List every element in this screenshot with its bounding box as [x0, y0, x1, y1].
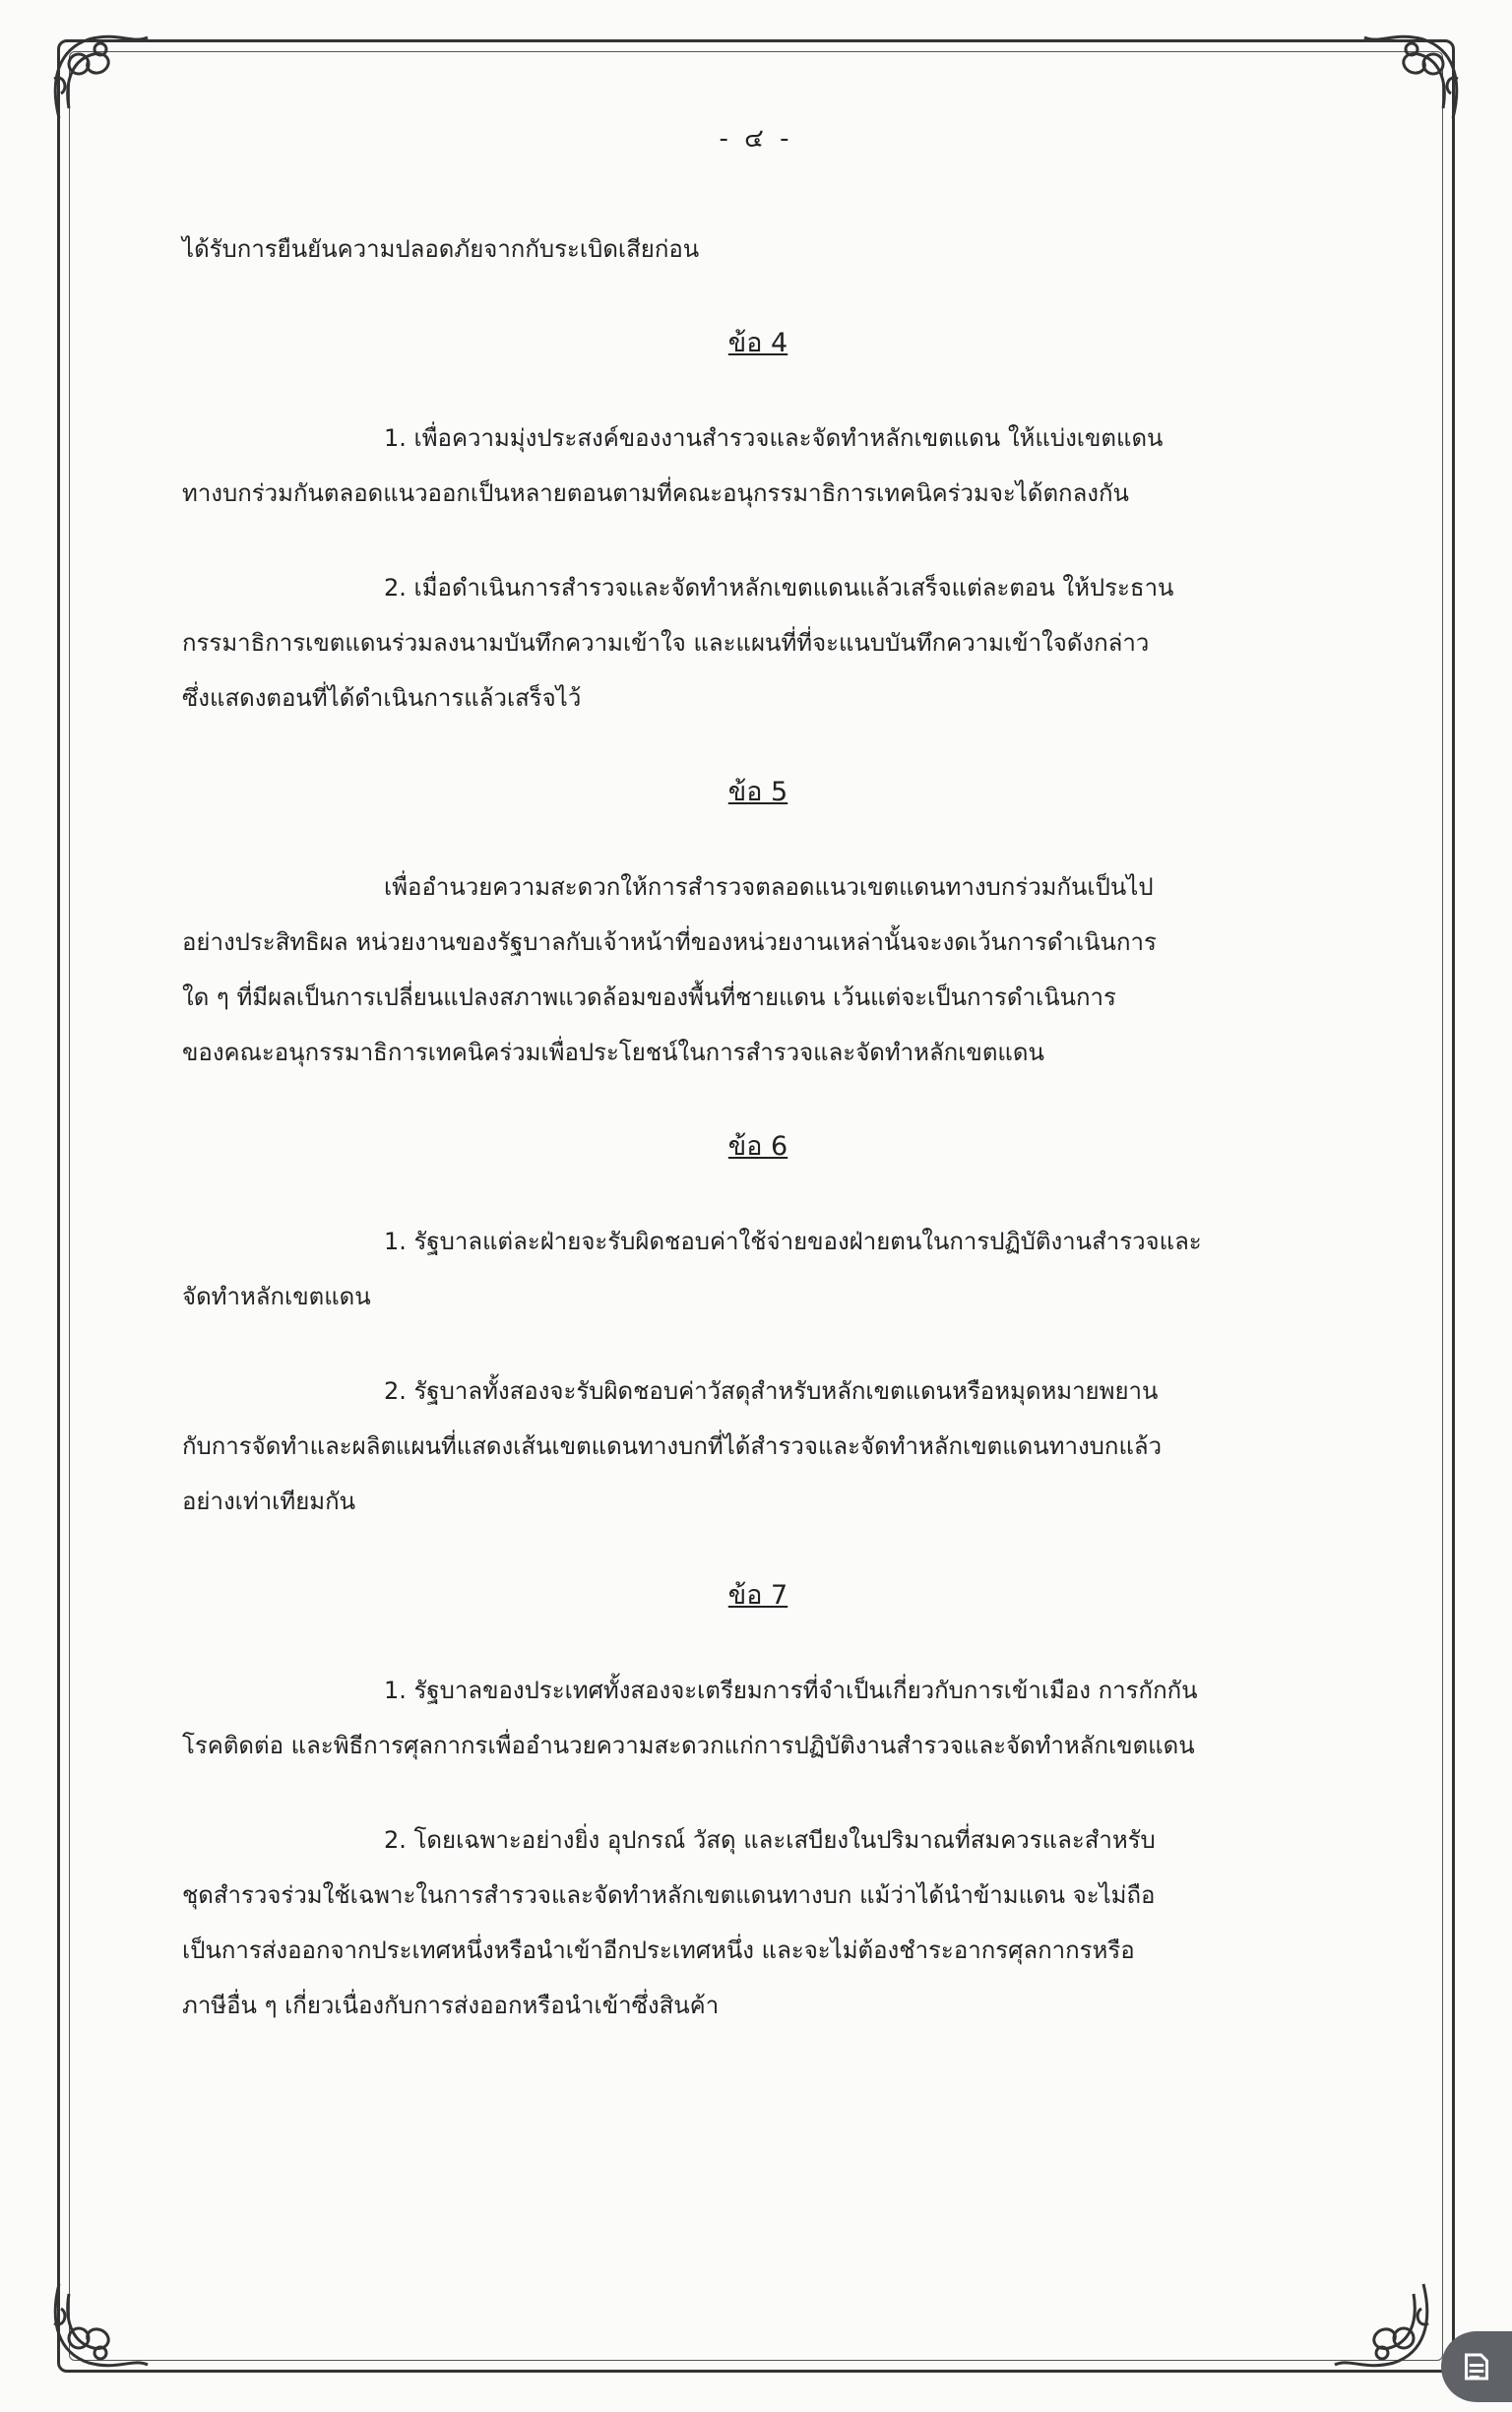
paragraph-line: เพื่ออำนวยความสะดวกให้การสำรวจตลอดแนวเขตแดนทางบกร่วมกันเป็นไป [384, 873, 1154, 901]
paragraph-line: กับการจัดทำและผลิตแผนที่แสดงเส้นเขตแดนทางบกที่ได้สำรวจและจัดทำหลักเขตแดนทางบกแล้ว [182, 1432, 1163, 1460]
ornament-corner-icon [39, 2264, 158, 2382]
paragraph [182, 1364, 1363, 1529]
paragraph-line: ของคณะอนุกรรมาธิการเทคนิคร่วมเพื่อประโยชน์ในการสำรวจและจัดทำหลักเขตแดน [182, 1039, 1044, 1066]
page-number: - ๔ - [719, 124, 793, 154]
section-heading: ข้อ 4 [727, 328, 788, 358]
section-7 [182, 1568, 1363, 2033]
paragraph [182, 1663, 1363, 1773]
paragraph-line: 2. รัฐบาลทั้งสองจะรับผิดชอบค่าวัสดุสำหรับหลักเขตแดนหรือหมุดหมายพยาน [384, 1377, 1159, 1405]
section-heading: ข้อ 7 [727, 1580, 788, 1611]
section-heading: ข้อ 6 [727, 1131, 788, 1162]
paragraph-line: กรรมาธิการเขตแดนร่วมลงนามบันทึกความเข้าใจ และแผนที่ที่จะแนบบันทึกความเข้าใจดังกล่าว [182, 629, 1150, 657]
paragraph-line: ใด ๆ ที่มีผลเป็นการเปลี่ยนแปลงสภาพแวดล้อมของพื้นที่ชายแดน เว้นแต่จะเป็นการดำเนินการ [182, 984, 1116, 1011]
paragraph-line: ชุดสำรวจร่วมใช้เฉพาะในการสำรวจและจัดทำหลักเขตแดนทางบก แม้ว่าได้นำข้ามแดน จะไม่ถือ [182, 1881, 1156, 1909]
paragraph-line: จัดทำหลักเขตแดน [182, 1283, 371, 1310]
paragraph-line: เป็นการส่งออกจากประเทศหนึ่งหรือนำเข้าอีกประเทศหนึ่ง และจะไม่ต้องชำระอากรศุลกากรหรือ [182, 1936, 1135, 1964]
section-heading: ข้อ 5 [727, 777, 788, 807]
paragraph-line: 1. เพื่อความมุ่งประสงค์ของงานสำรวจและจัดทำหลักเขตแดน ให้แบ่งเขตแดน [384, 424, 1164, 452]
paragraph [182, 1812, 1363, 2033]
paragraph [182, 859, 1363, 1080]
section-5 [182, 765, 1363, 1080]
paragraph [182, 560, 1363, 726]
paragraph-line: 1. รัฐบาลของประเทศทั้งสองจะเตรียมการที่จำเป็นเกี่ยวกับการเข้าเมือง การกักกัน [384, 1677, 1198, 1704]
section-4 [182, 316, 1363, 726]
section-6 [182, 1119, 1363, 1529]
paragraph [182, 1214, 1363, 1324]
paragraph-line: 2. เมื่อดำเนินการสำรวจและจัดทำหลักเขตแดนแล้วเสร็จแต่ละตอน ให้ประธาน [384, 574, 1174, 602]
paragraph-line: 2. โดยเฉพาะอย่างยิ่ง อุปกรณ์ วัสดุ และเสบียงในปริมาณที่สมควรและสำหรับ [384, 1826, 1156, 1854]
paragraph [182, 411, 1363, 521]
document-body [182, 222, 1363, 2072]
ornament-corner-icon [1325, 2264, 1443, 2382]
paragraph-line: 1. รัฐบาลแต่ละฝ่ายจะรับผิดชอบค่าใช้จ่ายของฝ่ายตนในการปฏิบัติงานสำรวจและ [384, 1228, 1202, 1255]
paragraph-line: อย่างประสิทธิผล หน่วยงานของรัฐบาลกับเจ้าหน้าที่ของหน่วยงานเหล่านั้นจะงดเว้นการดำเนินการ [182, 928, 1157, 956]
continuation-text: ได้รับการยืนยันความปลอดภัยจากกับระเบิดเสียก่อน [182, 235, 700, 263]
paragraph-line: ซึ่งแสดงตอนที่ได้ดำเนินการแล้วเสร็จไว้ [182, 684, 582, 712]
paragraph-line: โรคติดต่อ และพิธีการศุลกากรเพื่ออำนวยความสะดวกแก่การปฏิบัติงานสำรวจและจัดทำหลักเขตแดน [182, 1732, 1195, 1759]
paragraph-line: ภาษีอื่น ๆ เกี่ยวเนื่องกับการส่งออกหรือนำเข้าซึ่งสินค้า [182, 1992, 720, 2019]
paragraph-line: อย่างเท่าเทียมกัน [182, 1488, 356, 1515]
paragraph-line: ทางบกร่วมกันตลอดแนวออกเป็นหลายตอนตามที่คณะอนุกรรมาธิการเทคนิคร่วมจะได้ตกลงกัน [182, 479, 1129, 507]
document-lines-icon[interactable] [1441, 2331, 1512, 2402]
